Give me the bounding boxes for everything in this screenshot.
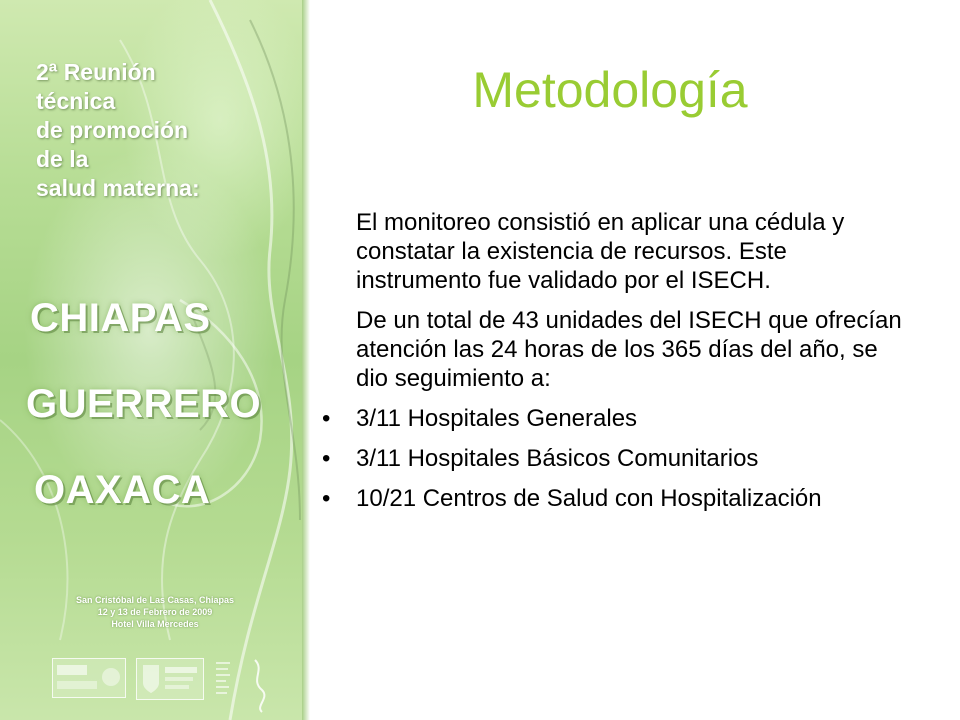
partner-logo: [214, 658, 264, 702]
banner-event-info: [60, 594, 250, 630]
state-oaxaca: OAXACA: [34, 468, 211, 512]
list-item-text: 10/21 Centros de Salud con Hospitalización: [356, 485, 822, 512]
paragraph-units: De un total de 43 unidades del ISECH que ofrecían atención las 24 horas de los 365 días del año, se dio seguimiento a:: [356, 307, 902, 392]
slide-title: Metodología: [472, 62, 748, 118]
state-guerrero: GUERRERO: [26, 382, 262, 426]
event-location: San Cristóbal de Las Casas, Chiapas: [75, 595, 235, 605]
banner-meeting-title: [36, 58, 200, 203]
list-item: [316, 404, 916, 433]
list-item-text: 3/11 Hospitales Básicos Comunitarios: [356, 445, 759, 472]
banner-title-line: de la: [36, 146, 89, 172]
bullet-list: [316, 404, 916, 513]
banner-title-line: 2ª Reunión: [36, 59, 156, 85]
banner-edge: [302, 0, 310, 720]
event-dates: 12 y 13 de Febrero de 2009: [97, 607, 213, 617]
banner-title-line: técnica: [36, 88, 116, 114]
list-item-text: 3/11 Hospitales Generales: [356, 405, 638, 432]
paragraph-methodology: El monitoreo consistió en aplicar una cédula y constatar la existencia de recursos. Este instrumento fue validado por el ISECH.: [356, 209, 845, 294]
salud-logo: [52, 658, 126, 698]
slide-body: [316, 208, 916, 524]
list-item: [316, 484, 916, 513]
bullet-icon: •: [322, 485, 331, 512]
bullet-icon: •: [322, 445, 331, 472]
banner-title-line: salud materna:: [36, 175, 200, 201]
banner-title-line: de promoción: [36, 117, 189, 143]
bullet-icon: •: [322, 405, 331, 432]
state-chiapas: CHIAPAS: [30, 296, 211, 340]
chiapas-government-logo: [136, 658, 204, 700]
event-venue: Hotel Villa Mercedes: [111, 619, 199, 629]
left-banner: [0, 0, 308, 720]
list-item: [316, 444, 916, 473]
